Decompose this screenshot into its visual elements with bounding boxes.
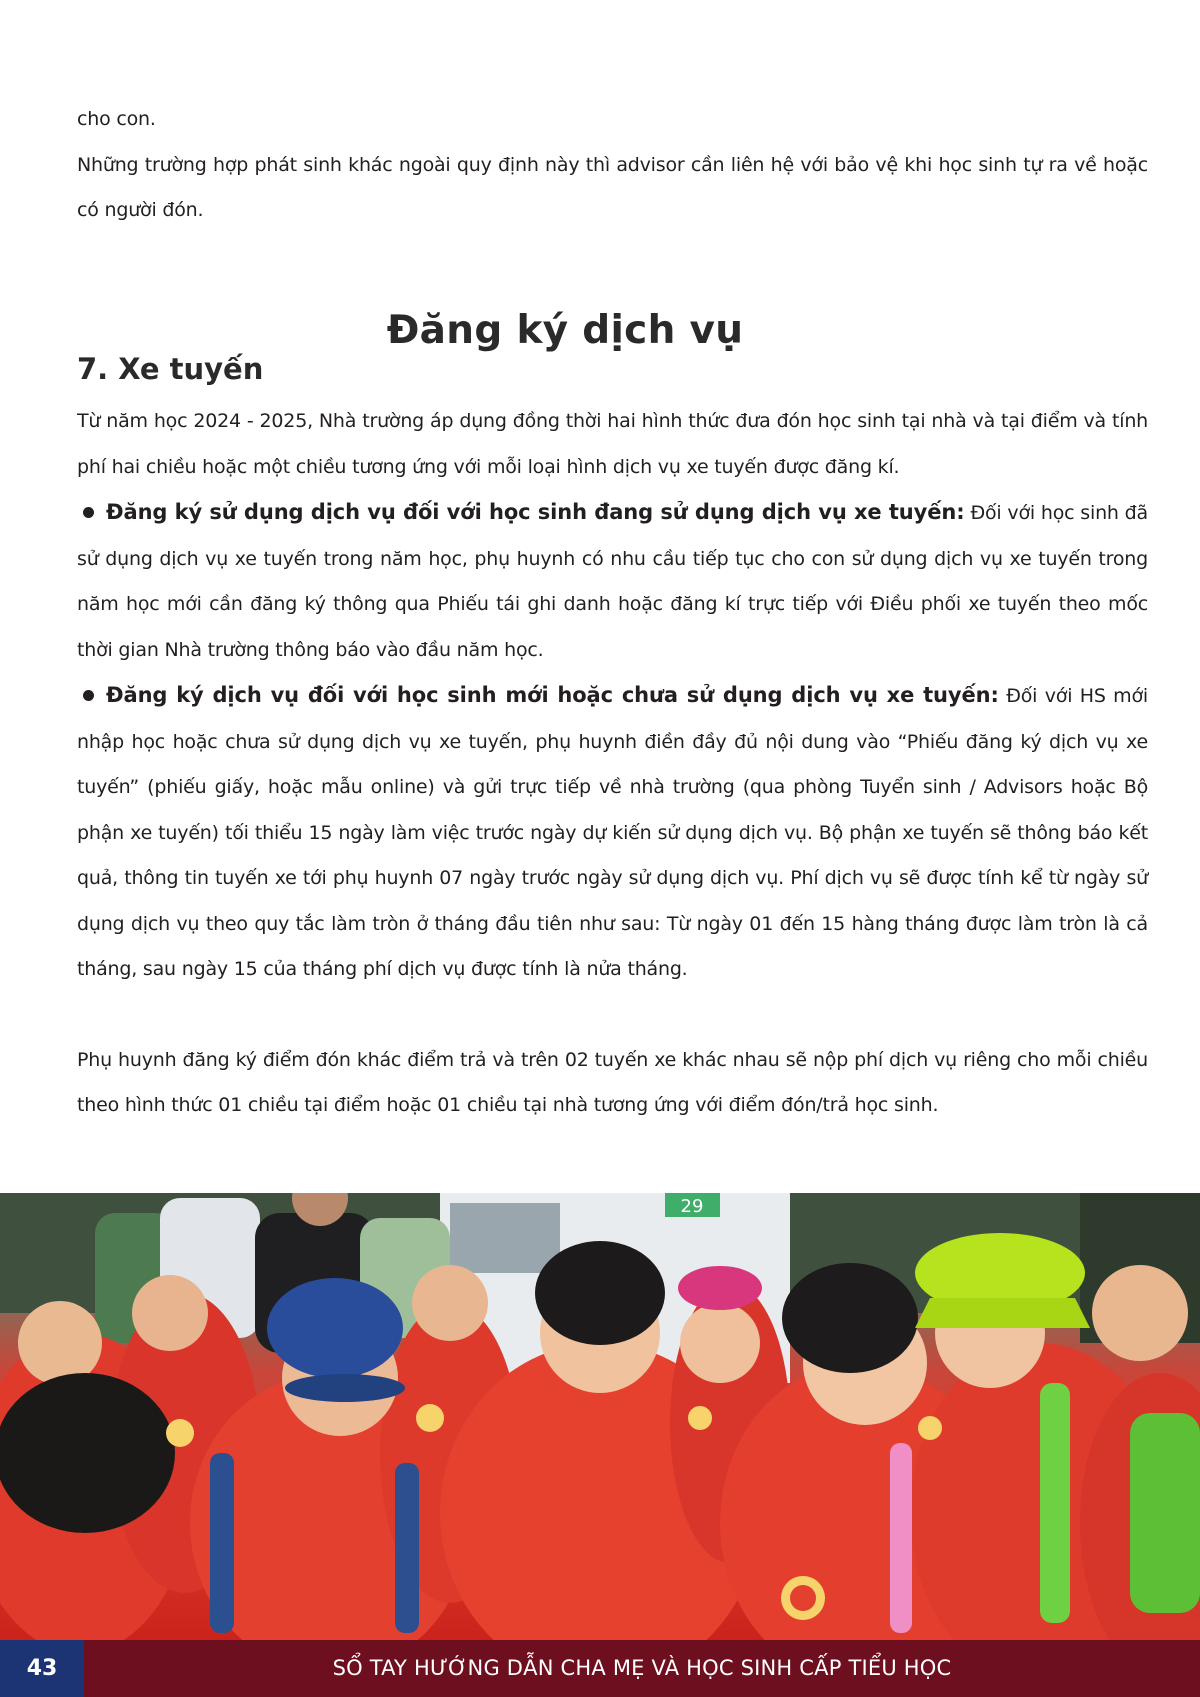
bullet-dot-icon: [83, 690, 94, 701]
section-paragraph-last: Phụ huynh đăng ký điểm đón khác điểm trả và trên 02 tuyến xe khác nhau sẽ nộp phí dịch vụ riêng cho mỗi chiều theo hình thức 01 chiều tại điểm hoặc 01 chiều tại nhà tương ứng với điểm đón/trả học sinh.: [77, 1048, 1148, 1116]
bullet-2-text: Đối với HS mới nhập học hoặc chưa sử dụng dịch vụ xe tuyến, phụ huynh điền đầy đủ nội dung vào “Phiếu đăng ký dịch vụ xe tuyến” (phiếu giấy, hoặc mẫu online) và gửi trực tiếp về nhà trường (qua phòng Tuyển sinh / Advisors hoặc Bộ phận xe tuyến) tối thiểu 15 ngày làm việc trước ngày dự kiến sử dụng dịch vụ. Bộ phận xe tuyến sẽ thông báo kết quả, thông tin tuyến xe tới phụ huynh 07 ngày trước ngày sử dụng dịch vụ. Phí dịch vụ sẽ được tính kể từ ngày sử dụng dịch vụ theo quy tắc làm tròn ở tháng đầu tiên như sau: Từ ngày 01 đến 15 hàng tháng được làm tròn là cả tháng, sau ngày 15 của tháng phí dịch vụ được tính là nửa tháng.: [77, 685, 1148, 980]
bullet-1: [77, 490, 1148, 673]
bullet-2-lead: Đăng ký dịch vụ đối với học sinh mới hoặc chưa sử dụng dịch vụ xe tuyến:: [106, 683, 999, 707]
page-title: Đăng ký dịch vụ: [386, 308, 744, 353]
footer-bar: [0, 1640, 1200, 1697]
footer-title: SỔ TAY HƯỚNG DẪN CHA MẸ VÀ HỌC SINH CẤP TIỂU HỌC: [332, 1656, 952, 1680]
page-number: 43: [26, 1656, 58, 1681]
page-number-box: [0, 1640, 84, 1697]
intro-paragraph: Những trường hợp phát sinh khác ngoài quy định này thì advisor cần liên hệ với bảo vệ khi học sinh tự ra về hoặc có người đón.: [77, 153, 1148, 221]
section-heading: 7. Xe tuyến: [77, 352, 264, 386]
bullet-dot-icon: [83, 507, 94, 518]
intro-section: [77, 97, 1148, 234]
section-body: [77, 399, 1148, 1129]
bullet-2: [77, 673, 1148, 993]
intro-line: cho con.: [77, 108, 156, 130]
students-photo: [0, 1193, 1200, 1640]
spacer: [77, 993, 1148, 1038]
section-paragraph-1: Từ năm học 2024 - 2025, Nhà trường áp dụng đồng thời hai hình thức đưa đón học sinh tại nhà và tại điểm và tính phí hai chiều hoặc một chiều tương ứng với mỗi loại hình dịch vụ xe tuyến được đăng kí.: [77, 410, 1148, 478]
bullet-1-text: Đối với học sinh đã sử dụng dịch vụ xe tuyến trong năm học, phụ huynh có nhu cầu tiếp tục cho con sử dụng dịch vụ xe tuyến trong năm học mới cần đăng ký thông qua Phiếu tái ghi danh hoặc đăng kí trực tiếp với Điều phối xe tuyến theo mốc thời gian Nhà trường thông báo vào đầu năm học.: [77, 502, 1148, 661]
bus-number: 29: [680, 1196, 704, 1217]
students-photo-illustration: [0, 1193, 1200, 1640]
bullet-1-lead: Đăng ký sử dụng dịch vụ đối với học sinh đang sử dụng dịch vụ xe tuyến:: [106, 500, 965, 524]
